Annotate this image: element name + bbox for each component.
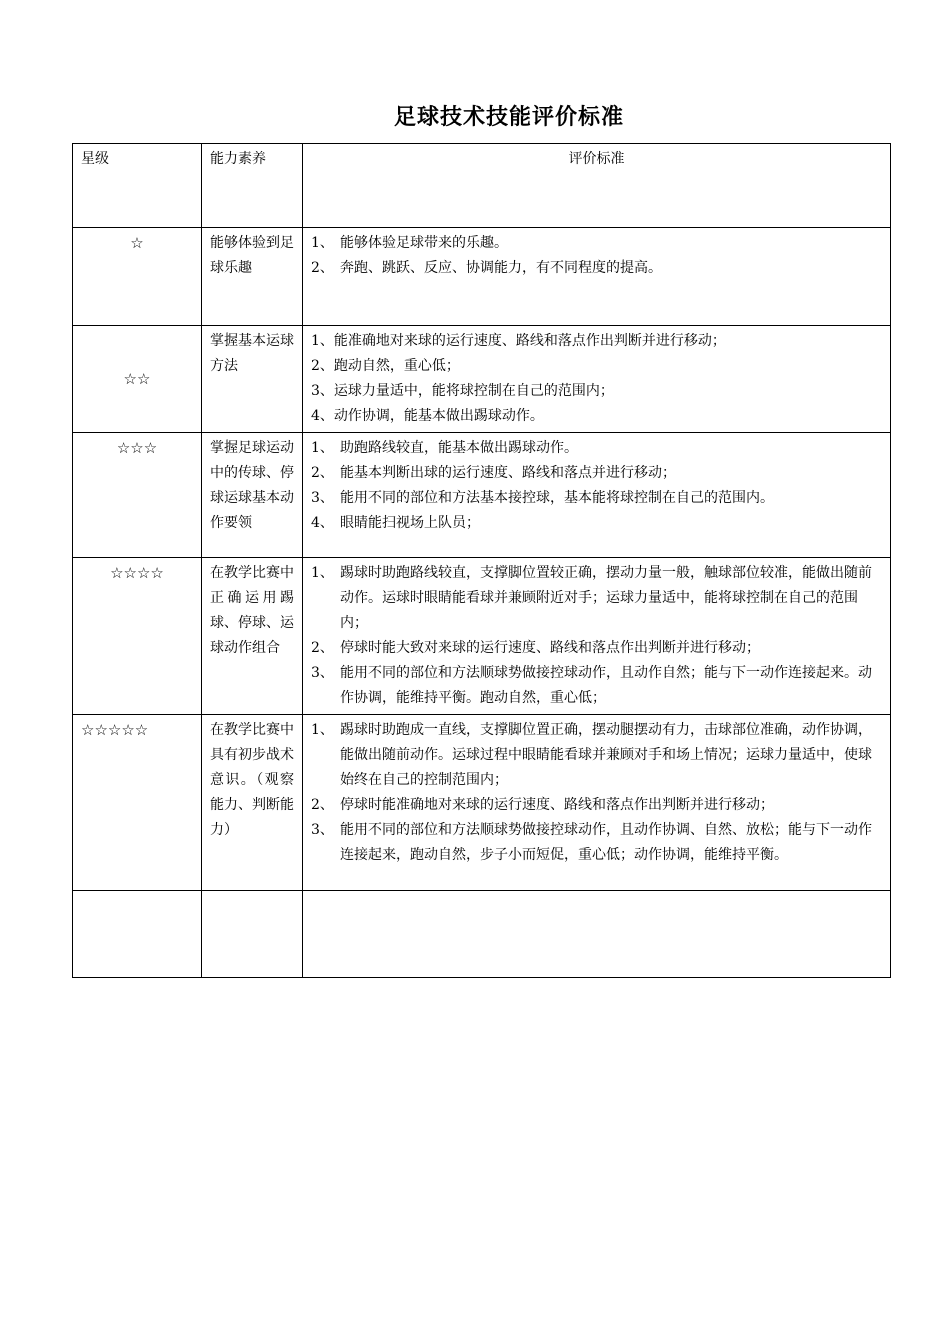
ability-cell: 在教学比赛中具有初步战术意识。（观察能力、判断能力） <box>202 715 303 891</box>
criteria-cell <box>303 228 891 326</box>
empty-cell <box>202 891 303 978</box>
criteria-list <box>311 718 882 868</box>
list-item: 3、 能用不同的部位和方法顺球势做接控球动作，且动作自然；能与下一动作连接起来。动作协调，能维持平衡。跑动自然，重心低； <box>311 665 872 706</box>
criteria-list <box>311 561 882 711</box>
list-item: 4、 动作协调，能基本做出踢球动作。 <box>311 408 544 424</box>
criteria-cell <box>303 715 891 891</box>
list-item: 2、 停球时能准确地对来球的运行速度、路线和落点作出判断并进行移动； <box>311 797 774 813</box>
criteria-cell <box>303 433 891 558</box>
header-ability: 能力素养 <box>202 144 303 228</box>
header-criteria: 评价标准 <box>303 144 891 228</box>
table-row <box>73 433 891 558</box>
list-item: 1、 踢球时助跑成一直线，支撑脚位置正确，摆动腿摆动有力，击球部位准确，动作协调，能做出随前动作。运球过程中眼睛能看球并兼顾对手和场上情况；运球力量适中，使球始终在自己的控制范围内； <box>311 722 872 788</box>
list-item: 3、 能用不同的部位和方法顺球势做接控球动作，且动作协调、自然、放松；能与下一动作连接起来，跑动自然，步子小而短促，重心低；动作协调，能维持平衡。 <box>311 822 872 863</box>
list-item: 3、 能用不同的部位和方法基本接控球，基本能将球控制在自己的范围内。 <box>311 490 774 506</box>
table-row <box>73 326 891 433</box>
criteria-list <box>311 436 882 536</box>
star-rating-3: ☆☆☆ <box>73 433 202 558</box>
table-header-row <box>73 144 891 228</box>
list-item: 2、 能基本判断出球的运行速度、路线和落点并进行移动； <box>311 465 676 481</box>
ability-cell: 在教学比赛中正确运用踢球、停球、运球动作组合 <box>202 558 303 715</box>
star-rating-1: ☆ <box>73 228 202 326</box>
list-item: 1、 踢球时助跑路线较直，支撑脚位置较正确，摆动力量一般，触球部位较准，能做出随前动作。运球时眼睛能看球并兼顾附近对手；运球力量适中，能将球控制在自己的范围内； <box>311 565 872 631</box>
empty-table-row <box>73 891 891 978</box>
document-title: 足球技术技能评价标准 <box>393 105 624 130</box>
ability-cell: 掌握基本运球方法 <box>202 326 303 433</box>
list-item: 2、 停球时能大致对来球的运行速度、路线和落点作出判断并进行移动； <box>311 640 760 656</box>
empty-cell <box>303 891 891 978</box>
list-item: 2、 奔跑、跳跃、反应、协调能力，有不同程度的提高。 <box>311 260 662 276</box>
list-item: 4、 眼睛能扫视场上队员； <box>311 515 480 531</box>
table-row <box>73 558 891 715</box>
list-item: 3、 运球力量适中，能将球控制在自己的范围内； <box>311 383 614 399</box>
evaluation-table <box>72 143 891 978</box>
table-row <box>73 715 891 891</box>
header-star-level: 星级 <box>73 144 202 228</box>
list-item: 1、 能准确地对来球的运行速度、路线和落点作出判断并进行移动； <box>311 333 726 349</box>
star-rating-5: ☆☆☆☆☆ <box>73 715 202 891</box>
star-rating-4: ☆☆☆☆ <box>73 558 202 715</box>
list-item: 2、 跑动自然，重心低； <box>311 358 460 374</box>
criteria-cell <box>303 326 891 433</box>
criteria-cell <box>303 558 891 715</box>
table-row <box>73 228 891 326</box>
criteria-list <box>311 231 882 281</box>
ability-cell: 能够体验到足球乐趣 <box>202 228 303 326</box>
empty-cell <box>73 891 202 978</box>
star-rating-2: ☆☆ <box>73 326 202 433</box>
criteria-list <box>311 329 882 429</box>
ability-cell: 掌握足球运动中的传球、停球运球基本动作要领 <box>202 433 303 558</box>
list-item: 1、 助跑路线较直，能基本做出踢球动作。 <box>311 440 578 456</box>
list-item: 1、 能够体验足球带来的乐趣。 <box>311 235 508 251</box>
